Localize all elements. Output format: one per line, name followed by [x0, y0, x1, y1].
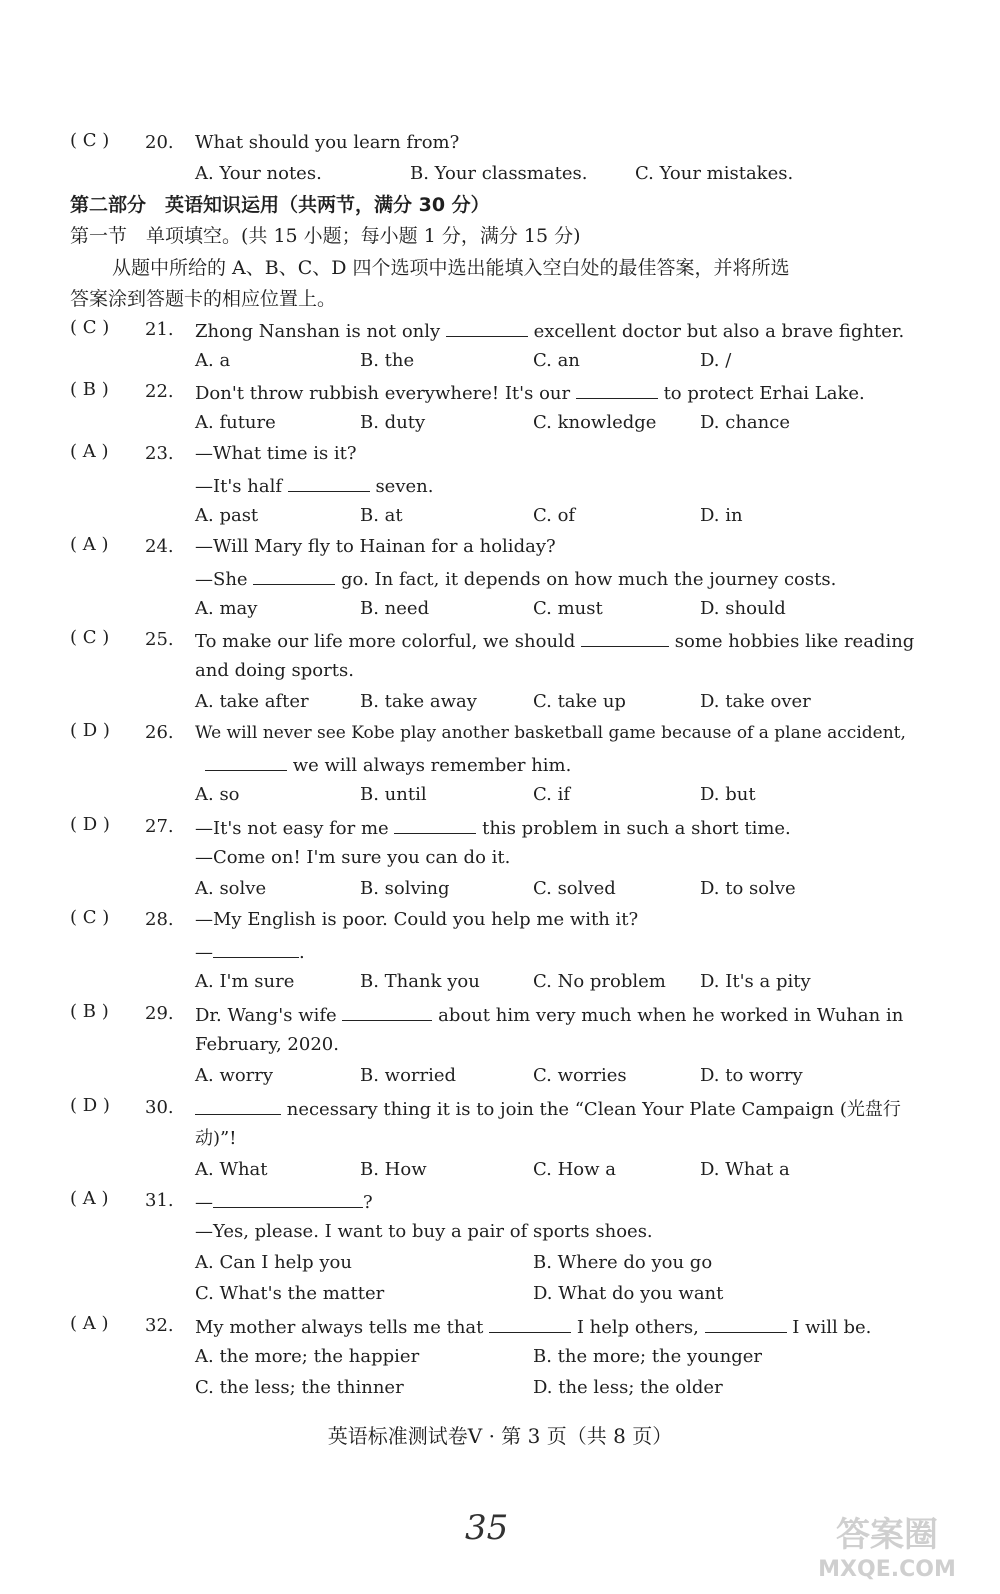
option: A. Can I help you	[195, 1252, 352, 1273]
option: C. Your mistakes.	[635, 163, 794, 184]
option: C. knowledge	[533, 412, 657, 433]
dialogue-line: — ?	[195, 1189, 373, 1215]
dialogue-line: — .	[195, 939, 305, 965]
option: D. chance	[700, 412, 790, 433]
option: C. if	[533, 784, 570, 805]
instruction-text: 答案涂到答题卡的相应位置上。	[70, 288, 337, 310]
answer-mark: ( A )	[70, 1313, 109, 1334]
option: C. worries	[533, 1065, 627, 1086]
option: B. take away	[360, 691, 477, 712]
question-stem-continued: and doing sports.	[195, 660, 354, 681]
question-stem: My mother always tells me that I help others, I will be.	[195, 1314, 871, 1340]
answer-blank	[489, 1314, 571, 1333]
option: D. the less; the older	[533, 1377, 723, 1398]
question-number: 24.	[145, 536, 174, 557]
part-heading: 第二部分 英语知识运用（共两节，满分 30 分）	[70, 194, 490, 216]
question-number: 22.	[145, 381, 174, 402]
answer-blank	[253, 566, 335, 585]
option: A. worry	[195, 1065, 274, 1086]
option: A. What	[195, 1159, 268, 1180]
answer-mark: ( C )	[70, 317, 110, 338]
option: D. in	[700, 505, 743, 526]
answer-mark: ( C )	[70, 130, 110, 151]
option: C. an	[533, 350, 580, 371]
option: A. the more; the happier	[195, 1346, 420, 1367]
question-number: 27.	[145, 816, 174, 837]
question-number: 23.	[145, 443, 174, 464]
option: B. need	[360, 598, 430, 619]
question-number: 32.	[145, 1315, 174, 1336]
option: B. until	[360, 784, 427, 805]
question-number: 26.	[145, 722, 174, 743]
option: B. solving	[360, 878, 450, 899]
question-stem: To make our life more colorful, we should some hobbies like reading	[195, 628, 914, 654]
dialogue-line: —Will Mary fly to Hainan for a holiday?	[195, 536, 556, 557]
option: C. must	[533, 598, 603, 619]
option: B. Your classmates.	[410, 163, 588, 184]
question-stem-continued: February, 2020.	[195, 1034, 339, 1055]
answer-mark: ( B )	[70, 379, 109, 400]
question-stem-continued: 动)”!	[195, 1128, 237, 1149]
answer-blank	[394, 815, 476, 834]
answer-blank	[342, 1002, 432, 1021]
option: C. What's the matter	[195, 1283, 385, 1304]
answer-blank	[288, 473, 370, 492]
question-number: 31.	[145, 1190, 174, 1211]
option: B. duty	[360, 412, 426, 433]
question-stem: Zhong Nanshan is not only excellent doctor but also a brave fighter.	[195, 318, 904, 344]
option: C. How a	[533, 1159, 616, 1180]
option: A. so	[195, 784, 240, 805]
answer-mark: ( A )	[70, 441, 109, 462]
option: A. solve	[195, 878, 267, 899]
option: D. What a	[700, 1159, 790, 1180]
answer-blank	[576, 380, 658, 399]
question-stem: Dr. Wang's wife about him very much when he worked in Wuhan in	[195, 1002, 903, 1028]
option: A. future	[195, 412, 276, 433]
instruction-text: 从题中所给的 A、B、C、D 四个选项中选出能填入空白处的最佳答案，并将所选	[112, 257, 790, 279]
dialogue-line: —She go. In fact, it depends on how much the journey costs.	[195, 566, 836, 592]
dialogue-line: —My English is poor. Could you help me with it?	[195, 909, 639, 930]
question-stem: What should you learn from?	[195, 132, 460, 153]
answer-blank	[581, 628, 669, 647]
option: A. may	[195, 598, 258, 619]
option: B. the	[360, 350, 415, 371]
option: C. No problem	[533, 971, 666, 992]
option: C. the less; the thinner	[195, 1377, 404, 1398]
option: A. a	[195, 350, 231, 371]
option: D. It's a pity	[700, 971, 811, 992]
question-number: 30.	[145, 1097, 174, 1118]
option: B. How	[360, 1159, 427, 1180]
option: C. take up	[533, 691, 626, 712]
question-stem: necessary thing it is to join the “Clean Your Plate Campaign (光盘行	[195, 1096, 901, 1122]
question-number: 20.	[145, 132, 174, 153]
watermark-logo	[792, 1504, 982, 1584]
answer-mark: ( B )	[70, 1001, 109, 1022]
answer-mark: ( C )	[70, 627, 110, 648]
option: B. at	[360, 505, 403, 526]
dialogue-line: —Yes, please. I want to buy a pair of sports shoes.	[195, 1221, 653, 1242]
answer-mark: ( C )	[70, 907, 110, 928]
question-stem-continued: we will always remember him.	[205, 752, 571, 778]
option: A. past	[195, 505, 259, 526]
answer-blank	[446, 318, 528, 337]
option: D. What do you want	[533, 1283, 724, 1304]
option: D. take over	[700, 691, 811, 712]
option: D. /	[700, 350, 732, 371]
watermark-title: 答案圈	[836, 1515, 938, 1555]
question-stem: We will never see Kobe play another basketball game because of a plane accident,	[195, 723, 906, 743]
option: A. I'm sure	[195, 971, 295, 992]
option: D. to solve	[700, 878, 796, 899]
question-number: 29.	[145, 1003, 174, 1024]
answer-mark: ( D )	[70, 720, 110, 741]
option: A. Your notes.	[195, 163, 322, 184]
dialogue-line: —It's half seven.	[195, 473, 433, 499]
option: B. the more; the younger	[533, 1346, 762, 1367]
option: D. should	[700, 598, 786, 619]
dialogue-line: —Come on! I'm sure you can do it.	[195, 847, 511, 868]
option: D. to worry	[700, 1065, 803, 1086]
watermark-url: MXQE.COM	[818, 1557, 956, 1582]
answer-blank	[705, 1314, 787, 1333]
option: B. Thank you	[360, 971, 480, 992]
question-number: 21.	[145, 319, 174, 340]
section-heading: 第一节 单项填空。(共 15 小题；每小题 1 分，满分 15 分)	[70, 225, 581, 247]
answer-blank	[213, 1189, 363, 1208]
question-stem: Don't throw rubbish everywhere! It's our to protect Erhai Lake.	[195, 380, 865, 406]
answer-blank	[205, 752, 287, 771]
question-number: 25.	[145, 629, 174, 650]
dialogue-line: —What time is it?	[195, 443, 357, 464]
option: C. of	[533, 505, 576, 526]
answer-mark: ( D )	[70, 814, 110, 835]
option: B. worried	[360, 1065, 457, 1086]
dialogue-line: —It's not easy for me this problem in such a short time.	[195, 815, 791, 841]
option: B. Where do you go	[533, 1252, 713, 1273]
answer-blank	[213, 939, 299, 958]
question-number: 28.	[145, 909, 174, 930]
answer-mark: ( A )	[70, 1188, 109, 1209]
option: D. but	[700, 784, 756, 805]
answer-mark: ( D )	[70, 1095, 110, 1116]
option: A. take after	[195, 691, 309, 712]
page-footer: 英语标准测试卷Ⅴ · 第 3 页（共 8 页）	[327, 1424, 673, 1448]
answer-mark: ( A )	[70, 534, 109, 555]
handwritten-page-number: 35	[465, 1508, 509, 1548]
answer-blank	[195, 1096, 281, 1115]
option: C. solved	[533, 878, 616, 899]
